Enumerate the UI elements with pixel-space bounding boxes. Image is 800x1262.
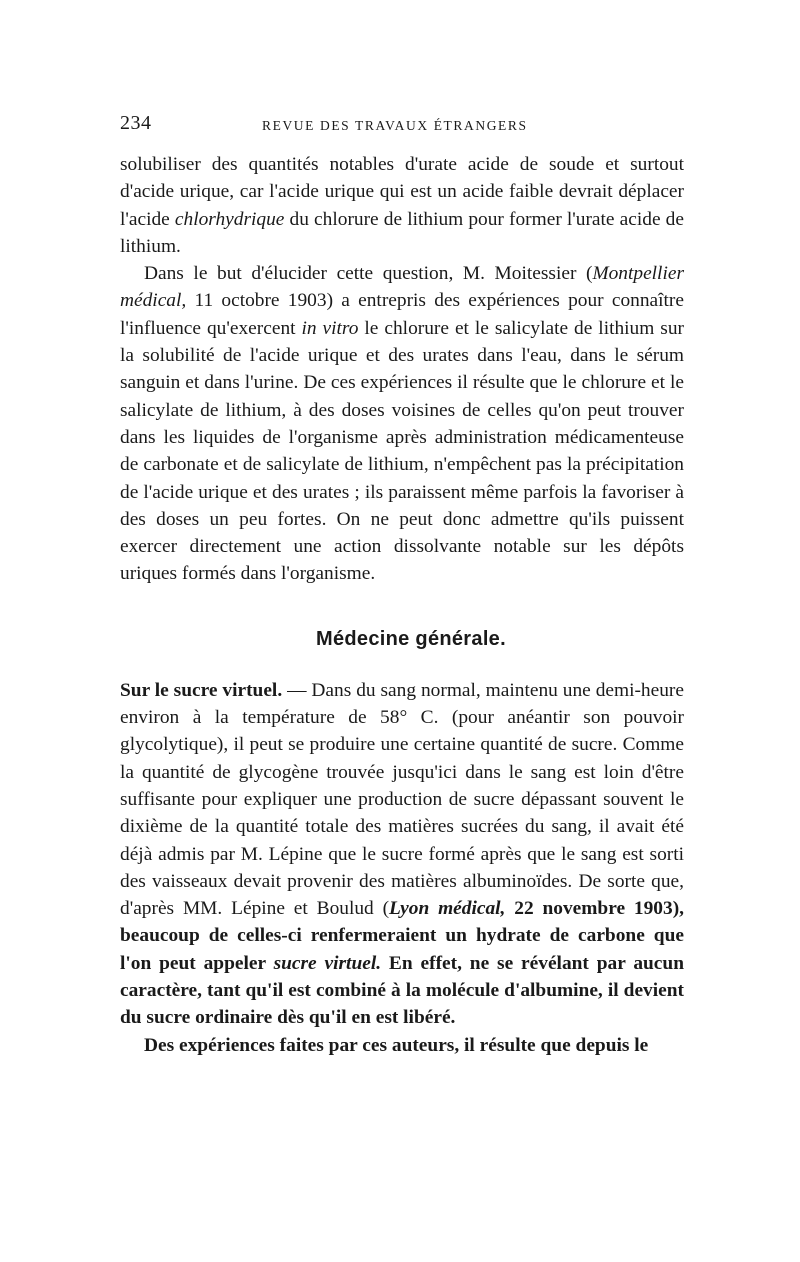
paragraph-moitessier-experiments: [120, 260, 684, 588]
paragraph-experiments-continued: [120, 1032, 684, 1059]
text-run-bold: 22 novembre 1903), beaucoup de celles-ci renfermeraient un hydrate de carbone que l'on peut appeler: [120, 898, 685, 974]
book-page: [120, 112, 684, 1059]
italic-term-chlorhydrique: chlorhydrique: [174, 208, 285, 230]
text-run: Dans le but d'élucider cette question, M. Moitessier (: [144, 263, 593, 285]
heading-spacer: [120, 659, 684, 677]
italic-term-in-vitro: in vitro: [301, 317, 359, 339]
running-title: REVUE DES TRAVAUX ÉTRANGERS: [262, 118, 528, 133]
text-run: — Dans du sang normal, maintenu une demi-heure environ à la température de 58° C. (pour anéantir son pouvoir glycolytique), il peut se produire une certaine quantité de sucre. Comme la quantité de glycogène trouvée jusqu'ici dans le sang est loin d'être suffisante pour expliquer une production de sucre dépassant souvent le dixième de la quantité totale des matières sucrées du sang, il avait été déjà admis par M. Lépine que le sucre formé après que le sang est sorti des vaisseaux devait provenir des matières albuminoïdes. De sorte que, d'après MM. Lépine et Boulud (: [120, 679, 684, 920]
text-run: le chlorure et le salicylate de lithium sur la solubilité de l'acide urique et des urates dans l'eau, dans le sérum sanguin et dans l'urine. De ces expériences il résulte que le chlorure et le salicylate de lithium, à des doses voisines de celles qu'on peut trouver dans les liquides de l'organisme après administration médicamenteuse de carbonate et de salicylate de lithium, n'empêchent pas la précipitation de l'acide urique et des urates ; ils paraissent même parfois la favoriser à des doses un peu fortes. On ne peut donc admettre qu'ils puissent exercer directement une action dissolvante notable sur les dépôts uriques formés dans l'organisme.: [120, 317, 684, 585]
text-run: du chlorure de lithium pour former l'urate acide de lithium.: [120, 208, 684, 257]
italic-term-sucre-virtuel: sucre virtuel.: [273, 952, 382, 974]
page-number: 234: [120, 112, 152, 134]
article-title: Sur le sucre virtuel.: [120, 679, 283, 701]
text-run: 11 octobre 1903) a entrepris des expériences pour connaître l'influence qu'exercent: [120, 290, 684, 339]
running-header: [120, 112, 684, 142]
journal-citation-lyon: Lyon médical,: [389, 898, 506, 920]
text-run: Des expériences faites par ces auteurs, il résulte que depuis le: [144, 1034, 649, 1056]
section-heading: Médecine générale.: [316, 627, 506, 650]
text-run-bold: En effet, ne se révélant par aucun caractère, tant qu'il est combiné à la molécule d'albumine, il devient du sucre ordinaire dès qu'il en est libéré.: [120, 952, 684, 1029]
text-run: solubiliser des quantités notables d'urate acide de soude et surtout d'acide urique, car l'acide urique qui est un acide faible devrait déplacer l'acide: [120, 154, 684, 230]
journal-citation-montpellier: Montpellier médical,: [120, 263, 684, 312]
paragraph-urate-solubility: [120, 151, 684, 260]
paragraph-sucre-virtuel: [120, 677, 684, 1032]
